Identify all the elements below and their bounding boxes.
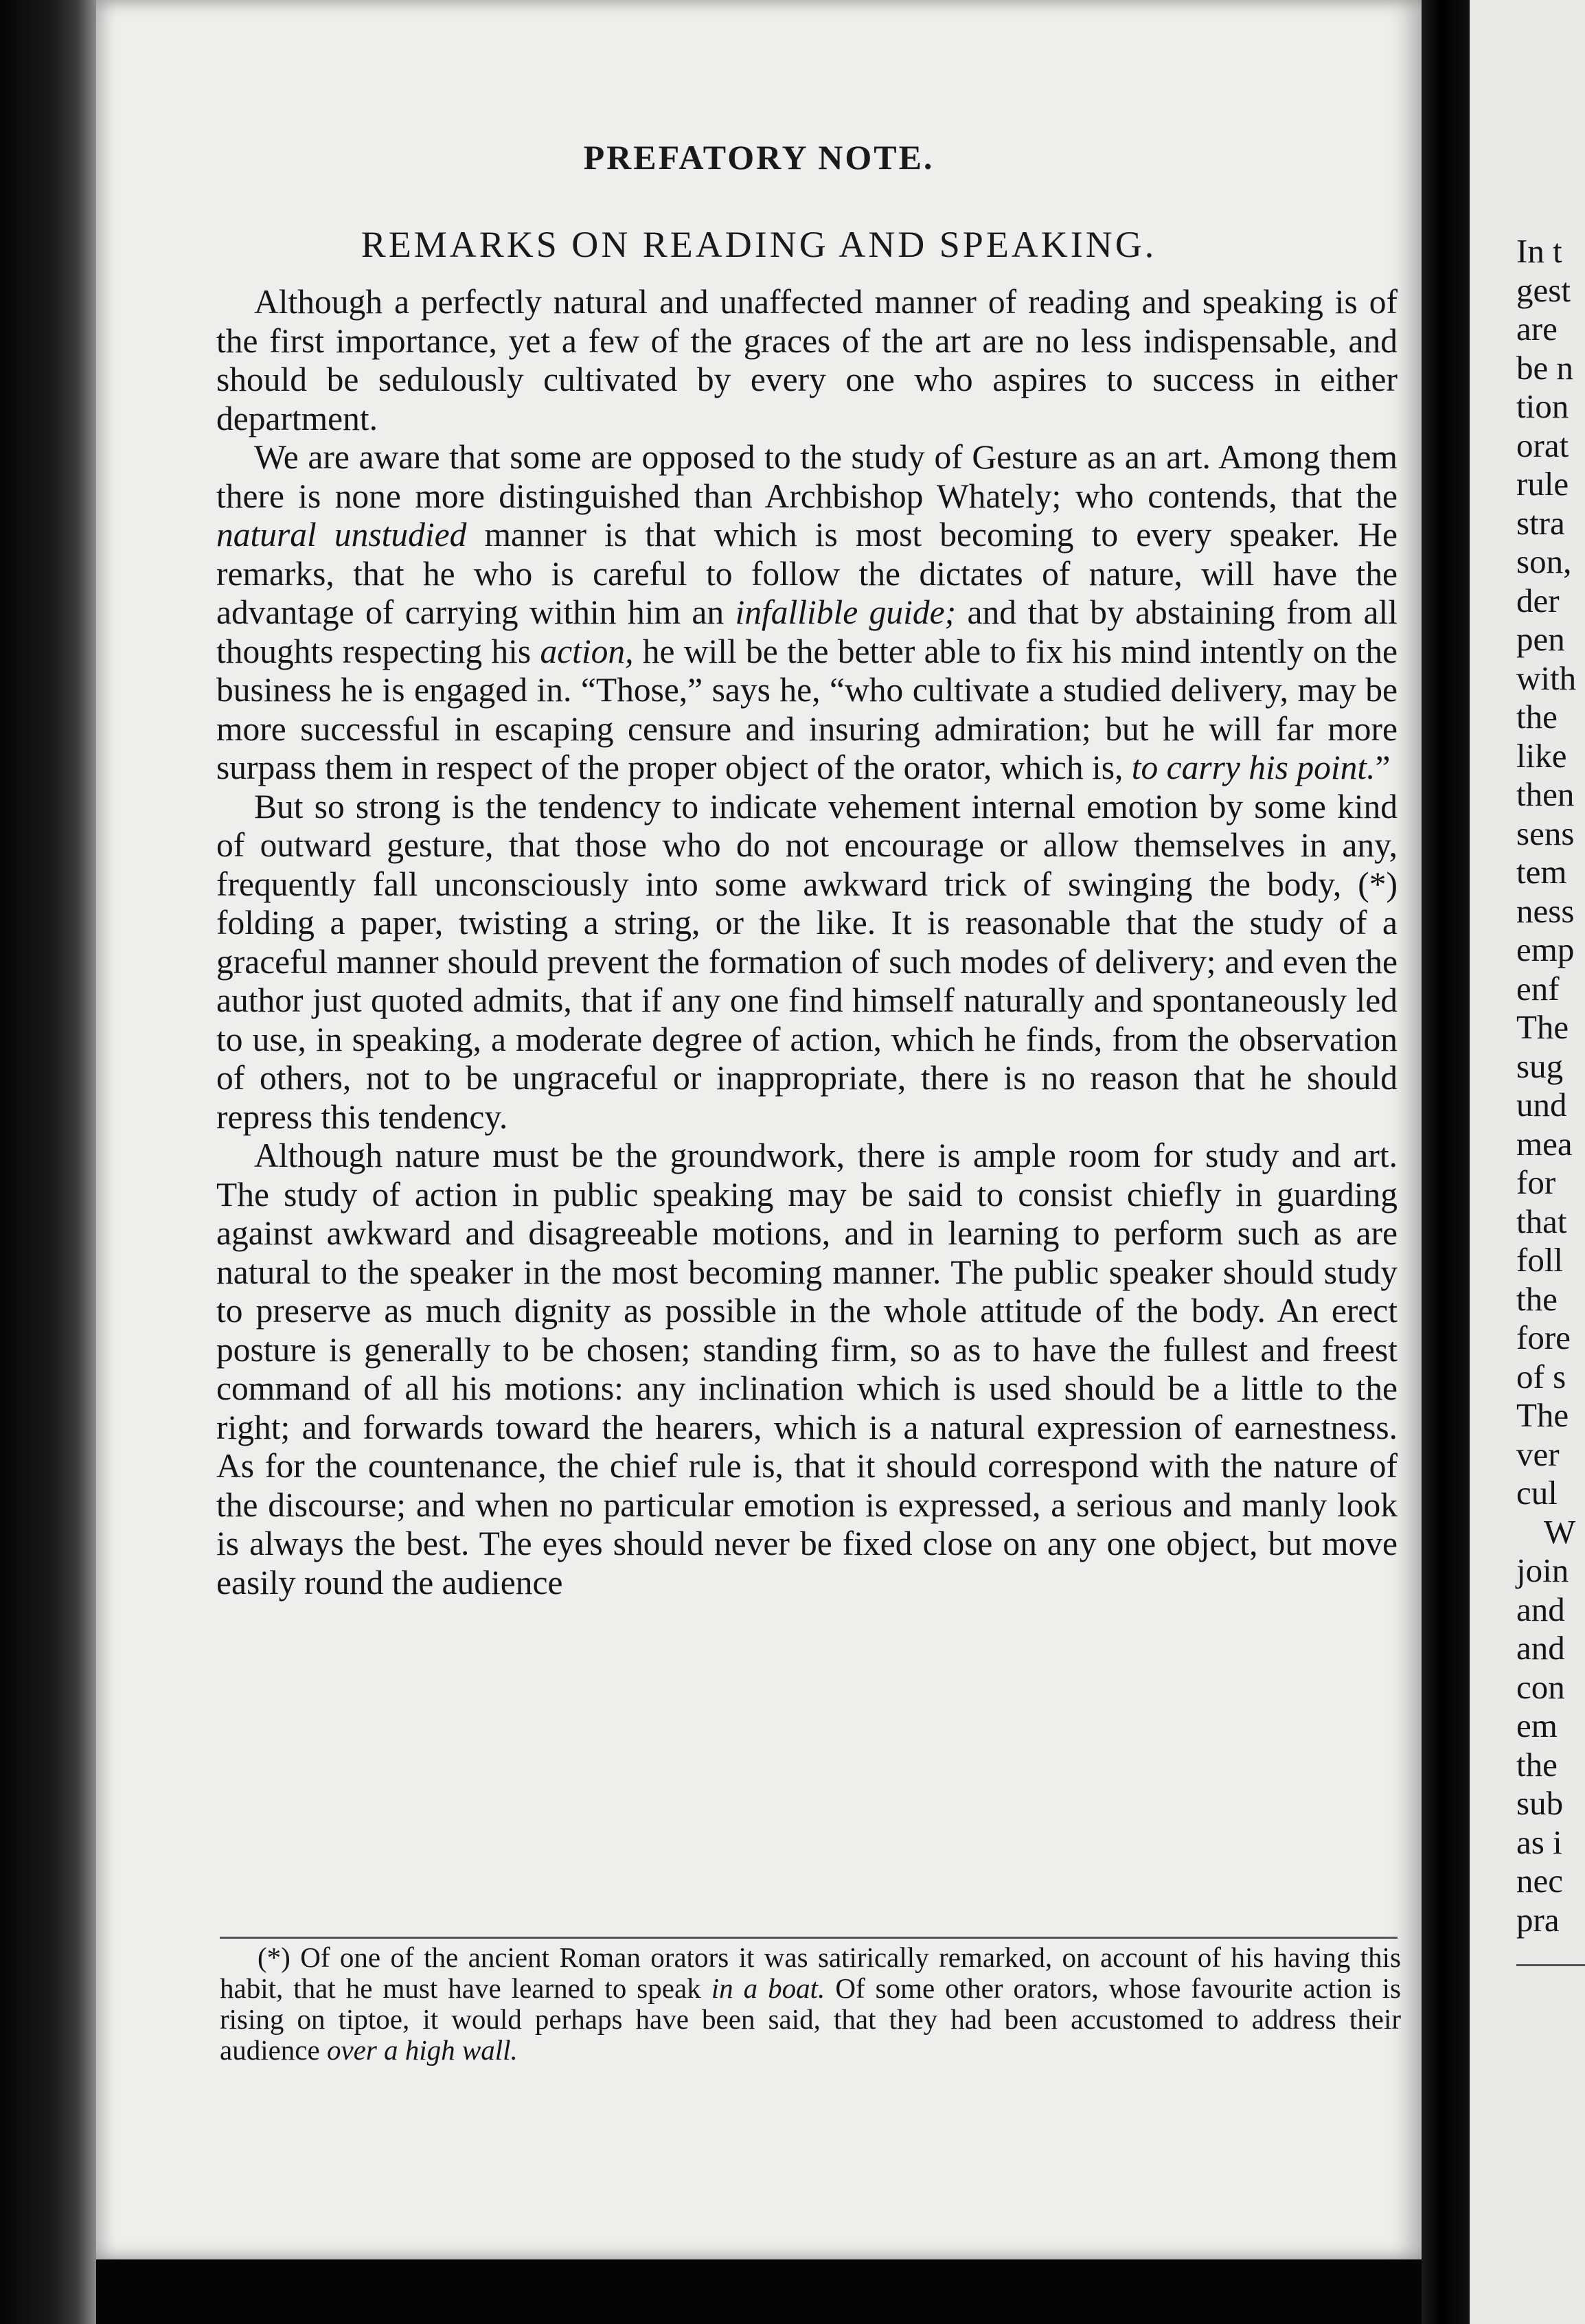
book-gutter xyxy=(1422,0,1470,2324)
facing-page-line: orat xyxy=(1516,426,1569,464)
facing-page-line: tem xyxy=(1516,853,1567,891)
facing-page-line: sug xyxy=(1516,1047,1564,1085)
footnote xyxy=(220,1942,1401,2066)
facing-page-line: The xyxy=(1516,1396,1569,1434)
facing-page-line: enf xyxy=(1516,969,1560,1007)
italic-phrase: action, xyxy=(540,632,634,670)
text-run: and that by abstaining from all thoughts respecting his xyxy=(216,593,1398,670)
facing-page-line: sens xyxy=(1516,814,1575,852)
italic-phrase: natural unstudied xyxy=(216,516,467,554)
italic-phrase: in a boat. xyxy=(711,1972,825,2004)
facing-page-line: fore xyxy=(1516,1319,1571,1356)
facing-page-line: W xyxy=(1544,1512,1576,1551)
italic-phrase: infallible guide; xyxy=(735,593,957,631)
facing-page-line: pra xyxy=(1516,1900,1560,1939)
facing-page-line: join xyxy=(1516,1551,1569,1589)
facing-page-line: The xyxy=(1516,1008,1569,1046)
text-run: Of some other orators, whose favourite action is rising on tiptoe, it would perhaps have been said, that they had been accustomed to address their audience xyxy=(220,1972,1402,2066)
text-run: We are aware that some are opposed to the study of Gesture as an art. Among them there is none more distinguished than Archbishop Whately; who contends, that the xyxy=(216,438,1398,515)
facing-page-line: ness xyxy=(1516,891,1575,930)
paragraph xyxy=(216,438,1398,788)
facing-page-text xyxy=(1516,232,1585,1939)
facing-page-line: rule xyxy=(1516,465,1569,503)
running-head: PREFATORY NOTE. xyxy=(583,138,935,176)
facing-page-line: are xyxy=(1516,310,1558,348)
facing-page-line: the xyxy=(1516,698,1558,736)
text-run: Although a perfectly natural and unaffected manner of reading and speaking is of the first importance, yet a few of the graces of the art are no less indispensable, and should be sedulously cultivated by every one who aspires to success in either department. xyxy=(216,283,1398,437)
facing-page-rule xyxy=(1516,1964,1585,1966)
book-page xyxy=(96,0,1422,2259)
facing-page-line: of s xyxy=(1516,1357,1566,1395)
facing-page-line: nec xyxy=(1516,1862,1563,1900)
text-run: he will be the better able to fix his mind intently on the business he is engaged in. “Those,” says he, “who cultivate a studied delivery, may be more successful in escaping censure and insuring admiration; but he will far more surpass them in respect of the proper object of the orator, which is, xyxy=(216,632,1398,786)
italic-phrase: over a high wall. xyxy=(326,2034,518,2066)
facing-page-line: as i xyxy=(1516,1823,1562,1861)
paragraph xyxy=(216,283,1398,438)
section-title: REMARKS ON READING AND SPEAKING. xyxy=(361,224,1157,265)
facing-page-line: the xyxy=(1516,1279,1558,1318)
facing-page-line: emp xyxy=(1516,931,1575,968)
facing-page-line: pen xyxy=(1516,620,1565,658)
facing-page-line: the xyxy=(1516,1745,1558,1784)
paragraph xyxy=(216,1137,1398,1602)
facing-page-line: tion xyxy=(1516,387,1569,425)
footnote-rule xyxy=(220,1937,1398,1939)
facing-page-line: sub xyxy=(1516,1784,1564,1822)
scan-bottom-edge xyxy=(96,2259,1422,2324)
facing-page-line: mea xyxy=(1516,1124,1573,1163)
facing-page-line: for xyxy=(1516,1163,1556,1201)
facing-page-line: und xyxy=(1516,1086,1567,1124)
text-run: But so strong is the tendency to indicate vehement internal emotion by some kind of outward gesture, that those who do not encourage or allow themselves in any, frequently fall unconsciously into some awkward trick of swinging the body, (*) folding a paper, twisting a string, or the like. It is reasonable that the study of a graceful manner should prevent the formation of such modes of delivery; and even the author just quoted admits, that if any one find himself naturally and spontaneously led to use, in speaking, a moderate degree of action, which he finds, from the observation of others, not to be ungraceful or inappropriate, there is no reason that he should repress this tendency. xyxy=(216,787,1398,1136)
facing-page-line: like xyxy=(1516,736,1567,775)
text-run: (*) Of one of the ancient Roman orators it was satirically remarked, on account of his having this habit, that he must have learned to speak xyxy=(220,1941,1401,2004)
facing-page-line: ver xyxy=(1516,1435,1560,1473)
facing-page-line: In t xyxy=(1516,232,1562,270)
facing-page-line: and xyxy=(1516,1629,1565,1667)
facing-page-line: gest xyxy=(1516,271,1571,309)
body-text xyxy=(216,283,1398,1602)
book-left-edge xyxy=(0,0,96,2324)
facing-page-line: and xyxy=(1516,1590,1565,1628)
italic-phrase: to carry his point. xyxy=(1131,749,1376,786)
facing-page-line: foll xyxy=(1516,1241,1564,1279)
facing-page-line: stra xyxy=(1516,503,1565,542)
text-run: ” xyxy=(1375,749,1391,786)
facing-page-line: then xyxy=(1516,775,1575,813)
facing-page-line: cul xyxy=(1516,1474,1558,1512)
facing-page-line: with xyxy=(1516,659,1577,697)
facing-page-line: con xyxy=(1516,1667,1565,1706)
facing-page-line: em xyxy=(1516,1707,1558,1744)
text-run: manner is that which is most becoming to every speaker. He remarks, that he who is careful to follow the dictates of nature, will have the advantage of carrying within him an xyxy=(216,516,1398,631)
paragraph xyxy=(216,788,1398,1137)
text-run: Although nature must be the groundwork, there is ample room for study and art. The study of action in public speaking may be said to consist chiefly in guarding against awkward and disagreeable motions, and in learning to perform such as are natural to the speaker in the most becoming manner. The public speaker should study to preserve as much dignity as possible in the whole attitude of the body. An erect posture is generally to be chosen; standing firm, so as to have the fullest and freest command of all his motions: any inclination which is used should be a little to the right; and forwards toward the hearers, which is a natural expression of earnestness. As for the countenance, the chief rule is, that it should correspond with the nature of the discourse; and when no particular emotion is expressed, a serious and manly look is always the best. The eyes should never be fixed close on any one object, but move easily round the audience xyxy=(216,1137,1398,1602)
facing-page-line: der xyxy=(1516,581,1560,619)
facing-page-line: that xyxy=(1516,1202,1567,1240)
footnote-text xyxy=(220,1942,1401,2066)
facing-page-line: son, xyxy=(1516,543,1572,580)
facing-page-line: be n xyxy=(1516,348,1573,387)
